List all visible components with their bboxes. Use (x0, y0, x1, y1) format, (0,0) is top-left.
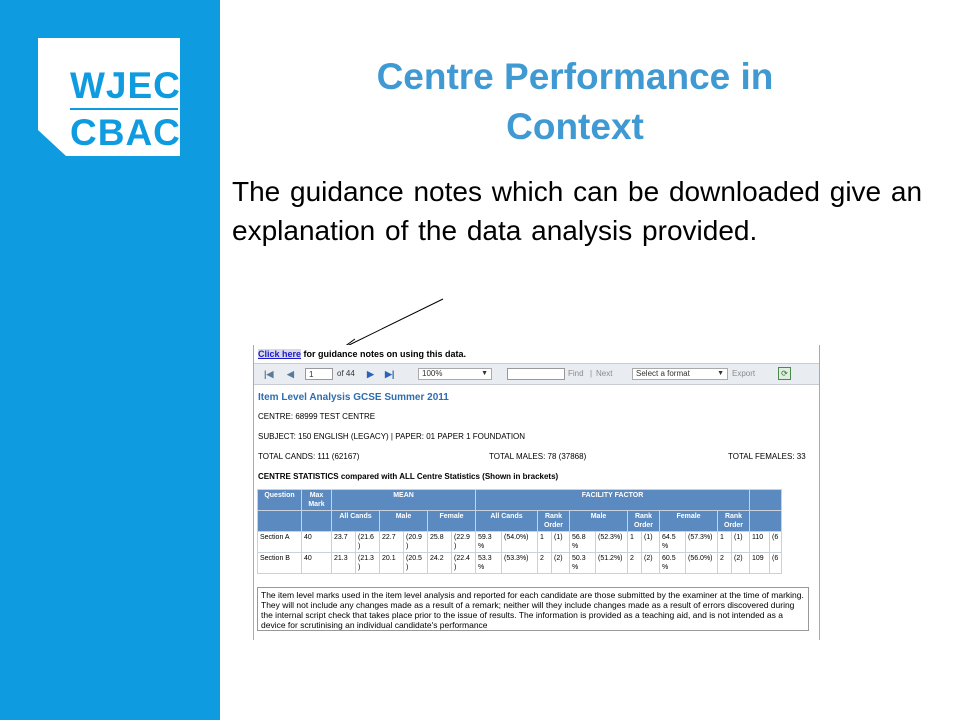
slide-title-line-2: Context (506, 106, 644, 147)
table-cell: (21.3 ) (356, 553, 380, 574)
table-cell: (21.6 ) (356, 532, 380, 553)
table-cell: (52.3%) (596, 532, 628, 553)
table-cell: 53.3 % (476, 553, 502, 574)
logo-line-2: CBAC (70, 112, 181, 153)
table-cell: (1) (732, 532, 750, 553)
page-count: of 44 (337, 369, 355, 378)
table-cell: 2 (718, 553, 732, 574)
header-facility-factor: FACILITY FACTOR (476, 490, 750, 511)
table-cell: 21.3 (332, 553, 356, 574)
total-females: TOTAL FEMALES: 33 (728, 452, 806, 461)
table-cell: 40 (302, 553, 332, 574)
table-cell: 50.3 % (570, 553, 596, 574)
table-cell: 23.7 (332, 532, 356, 553)
table-cell: 2 (628, 553, 642, 574)
table-cell: 40 (302, 532, 332, 553)
guidance-text: for guidance notes on using this data. (301, 349, 467, 359)
zoom-select[interactable] (418, 368, 492, 380)
total-cands: TOTAL CANDS: 111 (62167) (258, 452, 360, 461)
zoom-value: 100% (422, 369, 443, 378)
subheader-all-cands: All Cands (332, 511, 380, 532)
report-viewer (253, 345, 820, 640)
table-cell: (20.5 ) (404, 553, 428, 574)
total-males: TOTAL MALES: 78 (37868) (489, 452, 587, 461)
table-cell: 20.1 (380, 553, 404, 574)
table-cell: (6 (770, 532, 782, 553)
chevron-down-icon: ▼ (717, 370, 724, 377)
disclaimer-note: The item level marks used in the item level analysis and reported for each candidate are those submitted by the examiner at the time of marking. They will not include any changes made as a result of a remark; neither will they include changes made as a result of errors discovered during the internal script check that takes place prior to the issue of results. The information is provided as a teaching aid, and is not intended as a device for scrutinising an individual candidate's performance (257, 587, 809, 631)
logo-line-1: WJEC (70, 65, 181, 106)
table-cell: (6 (770, 553, 782, 574)
logo-divider (70, 108, 178, 110)
table-row (258, 553, 782, 574)
centre-line: CENTRE: 68999 TEST CENTRE (258, 412, 376, 421)
subject-line: SUBJECT: 150 ENGLISH (LEGACY) | PAPER: 01 PAPER 1 FOUNDATION (258, 432, 526, 441)
last-page-icon[interactable]: ▶| (385, 369, 395, 379)
subheader-blank (258, 511, 302, 532)
subheader-rank-order: Rank Order (718, 511, 750, 532)
guidance-link[interactable]: Click here (258, 349, 302, 359)
table-cell: (54.0%) (502, 532, 538, 553)
table-cell: 24.2 (428, 553, 452, 574)
table-cell: 56.8 % (570, 532, 596, 553)
header-max-mark: Max Mark (302, 490, 332, 511)
statistics-table (257, 489, 782, 574)
slide-body-text: The guidance notes which can be downloaded give an explanation of the data analysis provided. (232, 176, 923, 246)
table-cell: (2) (552, 553, 570, 574)
export-link[interactable]: Export (732, 369, 756, 378)
table-cell: (56.0%) (686, 553, 718, 574)
subheader-female-ff: Female (660, 511, 718, 532)
subheader-all-cands-ff: All Cands (476, 511, 538, 532)
guidance-bar (254, 345, 819, 364)
prev-page-icon[interactable]: ◀ (287, 369, 294, 379)
subheader-male: Male (380, 511, 428, 532)
chevron-down-icon: ▼ (481, 370, 488, 377)
table-cell: 22.7 (380, 532, 404, 553)
table-cell: (57.3%) (686, 532, 718, 553)
next-link[interactable]: Next (596, 369, 613, 378)
table-cell: (22.4 ) (452, 553, 476, 574)
table-cell: (51.2%) (596, 553, 628, 574)
table-cell: 25.8 (428, 532, 452, 553)
table-cell: (2) (642, 553, 660, 574)
table-cell: (1) (642, 532, 660, 553)
slide-title-line-1: Centre Performance in (376, 56, 774, 97)
table-cell: 109 (750, 553, 770, 574)
table-subheader-row (258, 511, 782, 532)
table-cell: 1 (538, 532, 552, 553)
table-cell: (1) (552, 532, 570, 553)
subheader-rank-order: Rank Order (628, 511, 660, 532)
table-header-row (258, 490, 782, 511)
slide-title (320, 52, 830, 152)
table-cell: 2 (538, 553, 552, 574)
table-cell: 64.5 % (660, 532, 686, 553)
next-page-icon[interactable]: ▶ (367, 369, 374, 379)
table-cell: (20.9 ) (404, 532, 428, 553)
table-cell: 59.3 % (476, 532, 502, 553)
find-link[interactable]: Find (568, 369, 584, 378)
table-cell: (22.9 ) (452, 532, 476, 553)
report-title: Item Level Analysis GCSE Summer 2011 (258, 392, 449, 403)
table-cell: Section A (258, 532, 302, 553)
table-cell: 60.5 % (660, 553, 686, 574)
page-number-input[interactable]: 1 (305, 368, 333, 380)
table-cell: (2) (732, 553, 750, 574)
find-separator: | (590, 369, 593, 378)
header-question: Question (258, 490, 302, 511)
table-cell: 110 (750, 532, 770, 553)
subheader-blank (302, 511, 332, 532)
table-cell: Section B (258, 553, 302, 574)
subheader-extra (750, 511, 782, 532)
find-input[interactable] (507, 368, 565, 380)
report-toolbar (254, 364, 819, 385)
export-format-select[interactable] (632, 368, 728, 380)
header-mean: MEAN (332, 490, 476, 511)
format-value: Select a format (636, 369, 690, 378)
subheader-male-ff: Male (570, 511, 628, 532)
header-extra (750, 490, 782, 511)
table-row (258, 532, 782, 553)
stats-heading: CENTRE STATISTICS compared with ALL Centre Statistics (Shown in brackets) (258, 472, 559, 481)
table-cell: 1 (628, 532, 642, 553)
first-page-icon[interactable]: |◀ (264, 369, 274, 379)
refresh-icon[interactable]: ⟳ (778, 367, 791, 380)
subheader-rank-order: Rank Order (538, 511, 570, 532)
subheader-female: Female (428, 511, 476, 532)
table-cell: (53.3%) (502, 553, 538, 574)
table-cell: 1 (718, 532, 732, 553)
